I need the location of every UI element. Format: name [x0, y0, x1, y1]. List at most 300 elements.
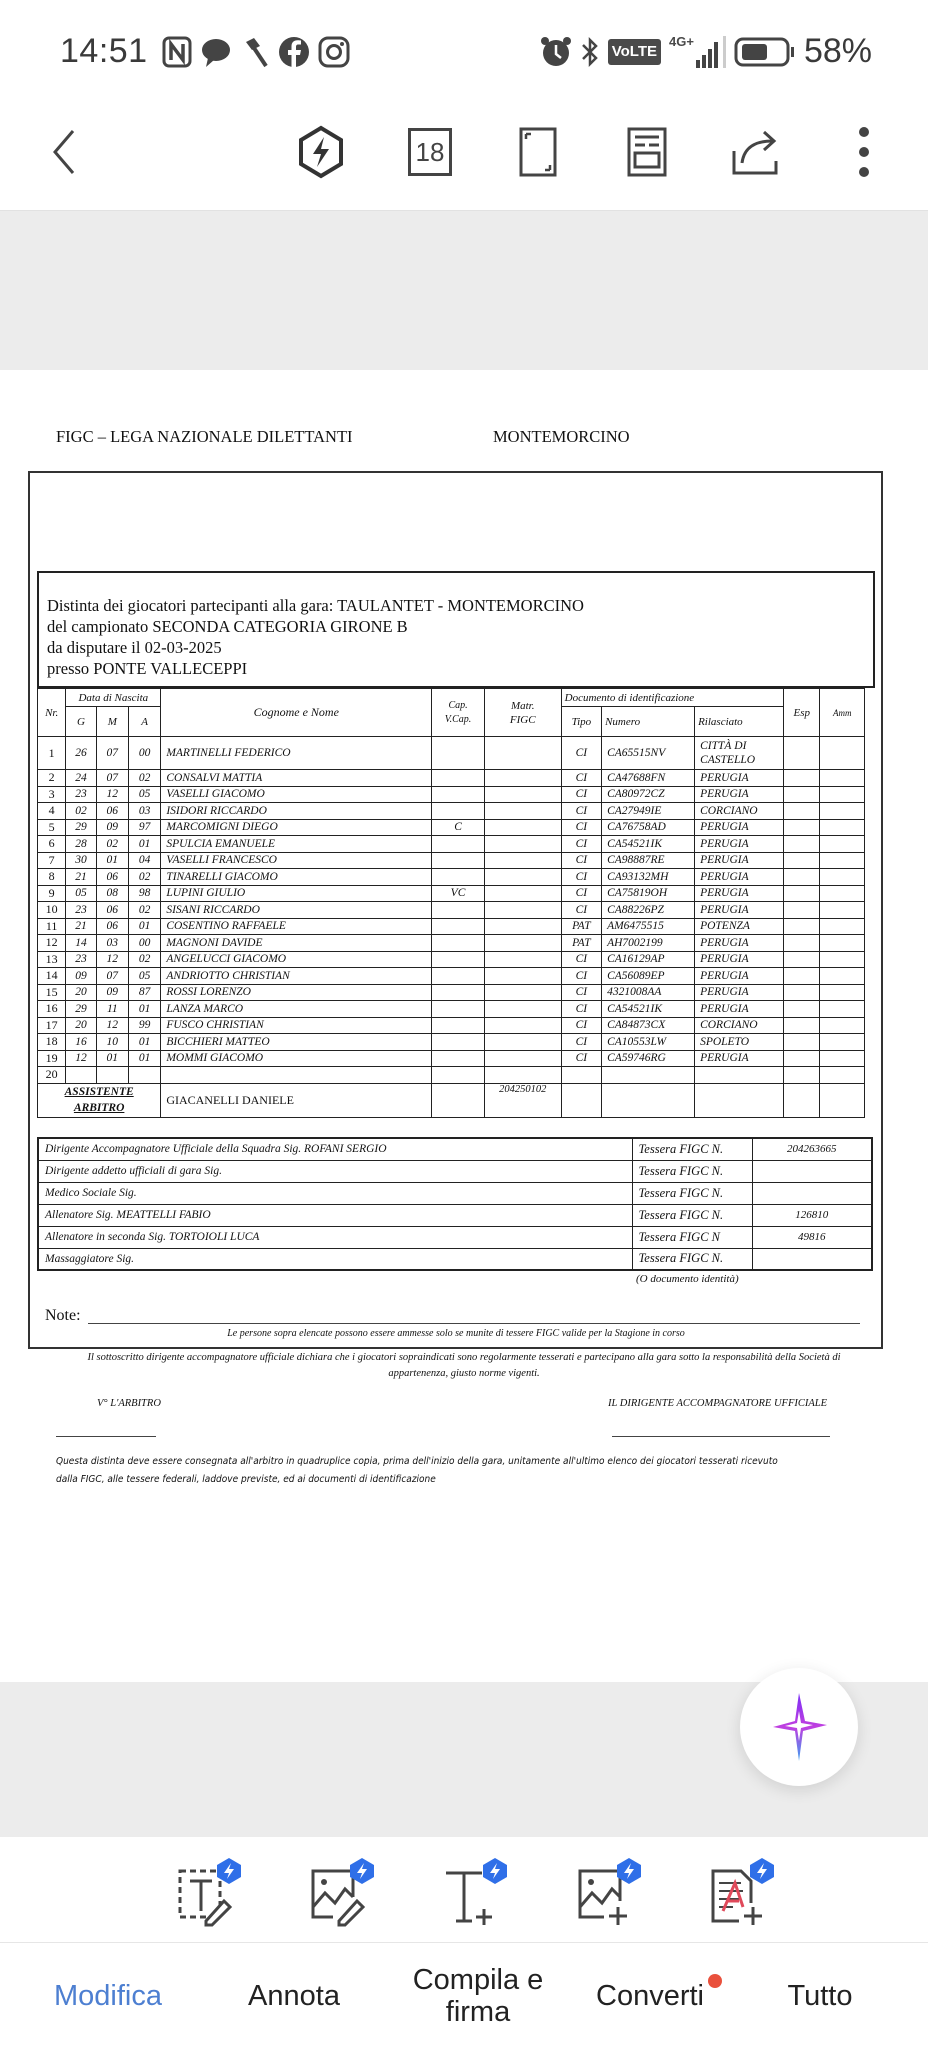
- player-g: 21: [66, 869, 96, 886]
- player-tipo: PAT: [561, 935, 601, 952]
- player-g: 14: [66, 935, 96, 952]
- add-watermark-tool[interactable]: [701, 1857, 771, 1927]
- add-image-tool[interactable]: [568, 1857, 638, 1927]
- player-m: 12: [96, 786, 128, 803]
- player-m: 02: [96, 836, 128, 853]
- player-nr: 18: [38, 1034, 66, 1051]
- staff-role: Dirigente Accompagnatore Ufficiale della Squadra Sig. ROFANI SERGIO: [38, 1138, 632, 1160]
- player-a: 04: [128, 852, 160, 869]
- player-tipo: CI: [561, 819, 601, 836]
- tessera-label: Tessera FIGC N.: [632, 1160, 752, 1182]
- assistant-referee-name: GIACANELLI DANIELE: [161, 1083, 432, 1117]
- header-captain: Cap. V.Cap.: [432, 689, 485, 737]
- player-m: 12: [96, 951, 128, 968]
- player-m: 06: [96, 902, 128, 919]
- player-a: 01: [128, 1050, 160, 1067]
- tessera-number: 126810: [752, 1204, 872, 1226]
- staff-role: Dirigente addetto ufficiali di gara Sig.: [38, 1160, 632, 1182]
- player-cap: C: [432, 819, 485, 836]
- header-doc-type: Tipo: [561, 707, 601, 737]
- player-name: VASELLI GIACOMO: [161, 786, 432, 803]
- bluetooth-icon: [580, 35, 600, 69]
- player-matr: [484, 770, 561, 787]
- player-cap: [432, 1050, 485, 1067]
- edit-image-tool[interactable]: [301, 1857, 371, 1927]
- tab-tutto[interactable]: Tutto: [787, 1980, 853, 2012]
- back-button[interactable]: [34, 122, 94, 182]
- player-tipo: CI: [561, 902, 601, 919]
- player-cap: [432, 803, 485, 820]
- player-g: 02: [66, 803, 96, 820]
- tab-modifica[interactable]: Modifica: [54, 1980, 162, 2012]
- staff-row: [38, 1204, 872, 1226]
- player-numero: CA10553LW: [602, 1034, 695, 1051]
- player-rilasciato: PERUGIA: [695, 885, 784, 902]
- lightning-hexagon-icon: [296, 125, 346, 179]
- player-row: [38, 836, 865, 853]
- tessera-number: [752, 1182, 872, 1204]
- player-matr: [484, 1050, 561, 1067]
- alarm-icon: [540, 35, 572, 69]
- player-matr: [484, 885, 561, 902]
- document-header-league: FIGC – LEGA NAZIONALE DILETTANTI: [56, 427, 353, 446]
- player-amm: [820, 1001, 865, 1018]
- player-matr: [484, 1017, 561, 1034]
- player-tipo: CI: [561, 803, 601, 820]
- header-birth-date: Data di Nascita: [66, 689, 161, 707]
- player-matr: [484, 1067, 561, 1084]
- add-text-tool[interactable]: [434, 1857, 504, 1927]
- player-matr: [484, 968, 561, 985]
- fit-page-button[interactable]: [508, 122, 568, 182]
- note-disclaimer: Le persone sopra elencate possono essere ammesse solo se munite di tessere FIGC valide per la Stagione in corso: [227, 1328, 685, 1339]
- status-bar: [0, 0, 928, 100]
- tab-annota[interactable]: Annota: [248, 1980, 340, 2012]
- player-a: 01: [128, 1034, 160, 1051]
- player-row: [38, 1067, 865, 1084]
- staff-row: [38, 1138, 872, 1160]
- player-name: [161, 1067, 432, 1084]
- player-rilasciato: PERUGIA: [695, 770, 784, 787]
- player-name: CONSALVI MATTIA: [161, 770, 432, 787]
- player-rilasciato: PERUGIA: [695, 852, 784, 869]
- player-m: 06: [96, 803, 128, 820]
- player-a: 01: [128, 918, 160, 935]
- player-a: 01: [128, 836, 160, 853]
- tessera-label: Tessera FIGC N: [632, 1226, 752, 1248]
- reading-mode-button[interactable]: [617, 122, 677, 182]
- edit-text-tool[interactable]: [168, 1857, 238, 1927]
- player-numero: CA54521IK: [602, 1001, 695, 1018]
- nfc-icon: [162, 36, 192, 68]
- player-amm: [820, 885, 865, 902]
- player-matr: [484, 869, 561, 886]
- player-nr: 6: [38, 836, 66, 853]
- player-nr: 20: [38, 1067, 66, 1084]
- player-amm: [820, 852, 865, 869]
- player-cap: [432, 1034, 485, 1051]
- player-numero: CA65515NV: [602, 737, 695, 770]
- player-amm: [820, 1034, 865, 1051]
- header-amm: Amm: [820, 689, 865, 737]
- player-tipo: CI: [561, 1017, 601, 1034]
- staff-table: [37, 1137, 873, 1271]
- player-numero: CA75819OH: [602, 885, 695, 902]
- player-numero: CA27949IE: [602, 803, 695, 820]
- player-name: MAGNONI DAVIDE: [161, 935, 432, 952]
- player-a: 05: [128, 968, 160, 985]
- player-rilasciato: PERUGIA: [695, 819, 784, 836]
- player-nr: 17: [38, 1017, 66, 1034]
- player-numero: CA54521IK: [602, 836, 695, 853]
- player-row: [38, 885, 865, 902]
- player-cap: VC: [432, 885, 485, 902]
- system-icons: [540, 32, 872, 71]
- player-tipo: PAT: [561, 918, 601, 935]
- player-m: 11: [96, 1001, 128, 1018]
- player-amm: [820, 984, 865, 1001]
- player-cap: [432, 852, 485, 869]
- tab-compila-e-firma[interactable]: Compila e firma: [412, 1964, 544, 2028]
- reading-mode-icon: [627, 127, 667, 177]
- staff-row: [38, 1160, 872, 1182]
- player-esp: [784, 885, 820, 902]
- manager-signature-line: [612, 1436, 830, 1437]
- player-matr: [484, 836, 561, 853]
- player-g: 26: [66, 737, 96, 770]
- player-numero: CA88226PZ: [602, 902, 695, 919]
- player-rilasciato: [695, 1067, 784, 1084]
- player-rilasciato: POTENZA: [695, 918, 784, 935]
- player-name: MOMMI GIACOMO: [161, 1050, 432, 1067]
- player-row: [38, 869, 865, 886]
- document-page[interactable]: [0, 370, 928, 1682]
- header-doc-number: Numero: [602, 707, 695, 737]
- player-m: 07: [96, 770, 128, 787]
- player-m: 09: [96, 984, 128, 1001]
- player-name: LANZA MARCO: [161, 1001, 432, 1018]
- player-row: [38, 968, 865, 985]
- player-a: 97: [128, 819, 160, 836]
- player-numero: CA59746RG: [602, 1050, 695, 1067]
- player-cap: [432, 836, 485, 853]
- player-nr: 13: [38, 951, 66, 968]
- player-row: [38, 951, 865, 968]
- player-nr: 14: [38, 968, 66, 985]
- player-cap: [432, 1001, 485, 1018]
- player-nr: 4: [38, 803, 66, 820]
- player-m: 03: [96, 935, 128, 952]
- player-esp: [784, 918, 820, 935]
- player-amm: [820, 737, 865, 770]
- player-tipo: CI: [561, 770, 601, 787]
- note-field[interactable]: [88, 1323, 860, 1324]
- volte-icon: VoLTE: [608, 39, 661, 65]
- player-amm: [820, 902, 865, 919]
- player-cap: [432, 737, 485, 770]
- player-m: 06: [96, 918, 128, 935]
- player-amm: [820, 1067, 865, 1084]
- player-row: [38, 737, 865, 770]
- player-a: 01: [128, 1001, 160, 1018]
- header-nr: Nr.: [38, 689, 66, 737]
- player-cap: [432, 869, 485, 886]
- ai-assistant-button[interactable]: [740, 1668, 858, 1786]
- premium-badge-icon: [749, 1857, 775, 1885]
- document-identity-note: (O documento identità): [636, 1273, 739, 1285]
- player-matr: [484, 852, 561, 869]
- player-esp: [784, 902, 820, 919]
- player-row: [38, 935, 865, 952]
- player-amm: [820, 803, 865, 820]
- document-header-team: MONTEMORCINO: [493, 427, 630, 446]
- player-nr: 8: [38, 869, 66, 886]
- player-g: 21: [66, 918, 96, 935]
- tessera-number: 204263665: [752, 1138, 872, 1160]
- ai-boost-button[interactable]: [291, 122, 351, 182]
- header-document: Documento di identificazione: [561, 689, 783, 707]
- player-name: SISANI RICCARDO: [161, 902, 432, 919]
- player-tipo: CI: [561, 836, 601, 853]
- player-amm: [820, 1017, 865, 1034]
- player-esp: [784, 819, 820, 836]
- player-name: LUPINI GIULIO: [161, 885, 432, 902]
- player-numero: CA98887RE: [602, 852, 695, 869]
- player-rilasciato: PERUGIA: [695, 1050, 784, 1067]
- assistant-referee-row: [38, 1083, 865, 1117]
- instagram-icon: [318, 36, 350, 68]
- player-name: ISIDORI RICCARDO: [161, 803, 432, 820]
- player-a: [128, 1067, 160, 1084]
- facebook-icon: [278, 36, 310, 68]
- player-g: 20: [66, 984, 96, 1001]
- player-name: MARTINELLI FEDERICO: [161, 737, 432, 770]
- player-name: VASELLI FRANCESCO: [161, 852, 432, 869]
- player-amm: [820, 968, 865, 985]
- player-name: FUSCO CHRISTIAN: [161, 1017, 432, 1034]
- date-line: da disputare il 02-03-2025: [47, 638, 222, 657]
- hammer-icon: [240, 36, 270, 68]
- player-m: 01: [96, 852, 128, 869]
- player-name: COSENTINO RAFFAELE: [161, 918, 432, 935]
- player-amm: [820, 869, 865, 886]
- player-tipo: CI: [561, 984, 601, 1001]
- tessera-number: [752, 1248, 872, 1270]
- player-rilasciato: PERUGIA: [695, 786, 784, 803]
- more-options-button[interactable]: [834, 122, 894, 182]
- player-g: 24: [66, 770, 96, 787]
- player-cap: [432, 984, 485, 1001]
- player-nr: 9: [38, 885, 66, 902]
- player-cap: [432, 786, 485, 803]
- player-matr: [484, 819, 561, 836]
- player-esp: [784, 803, 820, 820]
- player-rilasciato: PERUGIA: [695, 984, 784, 1001]
- player-g: 23: [66, 902, 96, 919]
- player-nr: 16: [38, 1001, 66, 1018]
- battery-percent: 58%: [803, 32, 872, 70]
- match-line: Distinta dei giocatori partecipanti alla gara: TAULANTET - MONTEMORCINO: [47, 596, 584, 615]
- premium-badge-icon: [216, 1857, 242, 1885]
- player-tipo: CI: [561, 737, 601, 770]
- player-nr: 11: [38, 918, 66, 935]
- header-doc-issued: Rilasciato: [695, 707, 784, 737]
- note-label: Note:: [45, 1307, 81, 1324]
- player-a: 00: [128, 935, 160, 952]
- player-row: [38, 1001, 865, 1018]
- player-rilasciato: CORCIANO: [695, 803, 784, 820]
- page-count-icon: [408, 128, 452, 176]
- player-tipo: CI: [561, 885, 601, 902]
- player-rilasciato: PERUGIA: [695, 951, 784, 968]
- player-rilasciato: CITTÀ DI CASTELLO: [695, 737, 784, 770]
- player-amm: [820, 786, 865, 803]
- player-esp: [784, 951, 820, 968]
- staff-row: [38, 1226, 872, 1248]
- tessera-label: Tessera FIGC N.: [632, 1138, 752, 1160]
- player-nr: 1: [38, 737, 66, 770]
- player-name: TINARELLI GIACOMO: [161, 869, 432, 886]
- player-esp: [784, 935, 820, 952]
- venue-line: presso PONTE VALLECEPPI: [47, 659, 248, 678]
- player-a: 02: [128, 951, 160, 968]
- staff-role: Massaggiatore Sig.: [38, 1248, 632, 1270]
- player-numero: [602, 1067, 695, 1084]
- player-row: [38, 786, 865, 803]
- player-g: 29: [66, 1001, 96, 1018]
- player-m: 01: [96, 1050, 128, 1067]
- players-table: [37, 688, 865, 1118]
- player-nr: 10: [38, 902, 66, 919]
- player-matr: [484, 803, 561, 820]
- player-numero: CA56089EP: [602, 968, 695, 985]
- player-cap: [432, 1017, 485, 1034]
- manager-signature-label: IL DIRIGENTE ACCOMPAGNATORE UFFICIALE: [608, 1398, 828, 1409]
- premium-badge-icon: [616, 1857, 642, 1885]
- staff-role: Allenatore Sig. MEATTELLI FABIO: [38, 1204, 632, 1226]
- player-numero: CA16129AP: [602, 951, 695, 968]
- header-month: M: [96, 707, 128, 737]
- viewer-toolbar: [0, 100, 928, 211]
- player-row: [38, 1017, 865, 1034]
- player-amm: [820, 819, 865, 836]
- player-esp: [784, 770, 820, 787]
- player-numero: CA47688FN: [602, 770, 695, 787]
- player-amm: [820, 836, 865, 853]
- player-matr: [484, 786, 561, 803]
- player-matr: [484, 1001, 561, 1018]
- player-esp: [784, 1017, 820, 1034]
- player-matr: [484, 902, 561, 919]
- player-a: 00: [128, 737, 160, 770]
- player-esp: [784, 869, 820, 886]
- player-esp: [784, 1001, 820, 1018]
- assistant-matr: 204250102: [484, 1083, 561, 1117]
- player-a: 98: [128, 885, 160, 902]
- declaration-text: Il sottoscritto dirigente accompagnatore ufficiale dichiara che i giocatori sopraindicati sono regolarmente tesserati e partecipano alla gara sotto la responsabilità della Società di appartenenza, giusto norme vigenti.: [87, 1352, 841, 1379]
- player-esp: [784, 968, 820, 985]
- staff-row: [38, 1182, 872, 1204]
- assistant-referee-label: ASSISTENTE ARBITRO: [38, 1083, 161, 1117]
- player-tipo: CI: [561, 968, 601, 985]
- player-name: MARCOMIGNI DIEGO: [161, 819, 432, 836]
- player-numero: CA93132MH: [602, 869, 695, 886]
- share-button[interactable]: [726, 122, 786, 182]
- player-esp: [784, 1034, 820, 1051]
- player-nr: 2: [38, 770, 66, 787]
- player-row: [38, 902, 865, 919]
- player-amm: [820, 770, 865, 787]
- player-amm: [820, 935, 865, 952]
- player-rilasciato: PERUGIA: [695, 935, 784, 952]
- player-m: 07: [96, 737, 128, 770]
- player-g: 12: [66, 1050, 96, 1067]
- player-matr: [484, 951, 561, 968]
- player-esp: [784, 786, 820, 803]
- bottom-tab-bar: [0, 1944, 928, 2048]
- notification-icons: [162, 36, 350, 68]
- tab-converti[interactable]: Converti: [570, 1944, 730, 2048]
- page-count-button[interactable]: [400, 122, 460, 182]
- player-amm: [820, 1050, 865, 1067]
- player-m: 08: [96, 885, 128, 902]
- fit-page-icon: [519, 127, 557, 177]
- player-tipo: CI: [561, 869, 601, 886]
- player-row: [38, 1034, 865, 1051]
- page-count: 18: [415, 136, 445, 167]
- player-g: 28: [66, 836, 96, 853]
- ai-sparkle-icon: [769, 1691, 829, 1763]
- more-vertical-icon: [858, 126, 870, 178]
- battery-icon: [734, 36, 796, 68]
- player-esp: [784, 1067, 820, 1084]
- player-tipo: CI: [561, 1050, 601, 1067]
- match-info: [37, 571, 875, 688]
- player-rilasciato: PERUGIA: [695, 1001, 784, 1018]
- player-a: 02: [128, 902, 160, 919]
- player-m: 09: [96, 819, 128, 836]
- player-tipo: CI: [561, 1001, 601, 1018]
- player-g: 29: [66, 819, 96, 836]
- player-row: [38, 803, 865, 820]
- player-esp: [784, 984, 820, 1001]
- player-name: BICCHIERI MATTEO: [161, 1034, 432, 1051]
- tessera-number: 49816: [752, 1226, 872, 1248]
- player-esp: [784, 836, 820, 853]
- player-m: 06: [96, 869, 128, 886]
- player-numero: AM6475515: [602, 918, 695, 935]
- player-tipo: CI: [561, 852, 601, 869]
- player-rilasciato: PERUGIA: [695, 902, 784, 919]
- player-matr: [484, 918, 561, 935]
- player-m: [96, 1067, 128, 1084]
- player-m: 07: [96, 968, 128, 985]
- player-matr: [484, 1034, 561, 1051]
- player-tipo: [561, 1067, 601, 1084]
- player-cap: [432, 770, 485, 787]
- player-a: 99: [128, 1017, 160, 1034]
- player-matr: [484, 935, 561, 952]
- player-m: 12: [96, 1017, 128, 1034]
- player-tipo: CI: [561, 786, 601, 803]
- player-cap: [432, 902, 485, 919]
- header-day: G: [66, 707, 96, 737]
- player-nr: 7: [38, 852, 66, 869]
- player-rilasciato: PERUGIA: [695, 869, 784, 886]
- tessera-label: Tessera FIGC N.: [632, 1204, 752, 1226]
- player-a: 05: [128, 786, 160, 803]
- player-row: [38, 819, 865, 836]
